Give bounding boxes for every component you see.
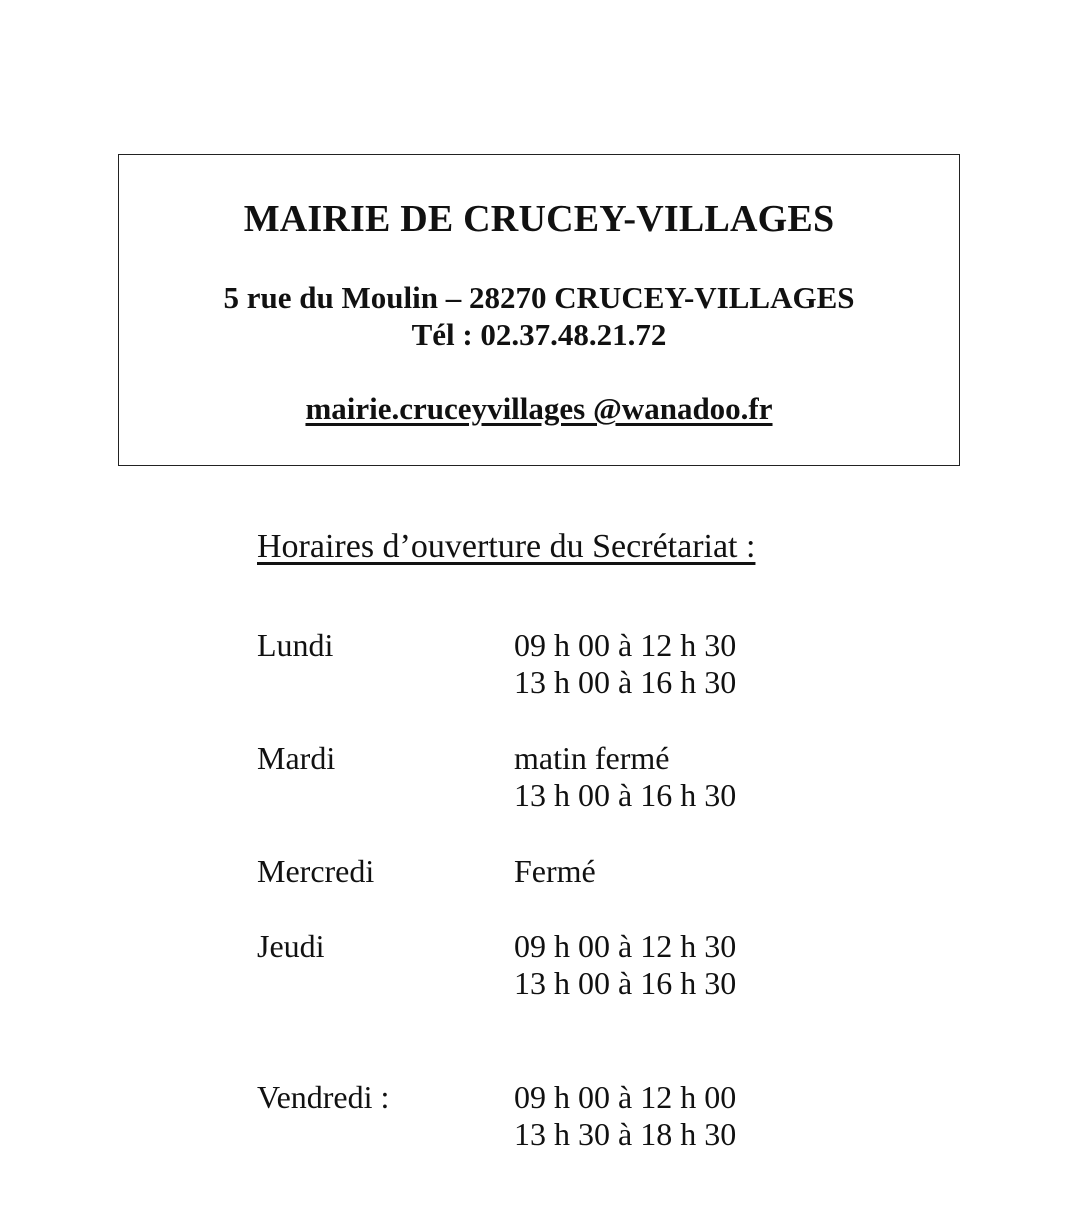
time-slots: [514, 627, 736, 701]
day-label: Mercredi: [257, 853, 375, 889]
time-slot: Fermé: [514, 853, 596, 889]
day-label: Mardi: [257, 740, 336, 776]
time-slot: 13 h 00 à 16 h 30: [514, 965, 737, 1001]
email-link[interactable]: mairie.cruceyvillages @wanadoo.fr: [305, 391, 773, 426]
day-label: Vendredi :: [257, 1079, 390, 1115]
time-slot: matin fermé: [514, 740, 670, 776]
time-slot: 09 h 00 à 12 h 30: [514, 928, 737, 964]
day-label: Lundi: [257, 627, 334, 663]
time-slots: [514, 740, 736, 814]
day-label: Jeudi: [257, 928, 325, 964]
time-slot: 13 h 00 à 16 h 30: [514, 664, 737, 700]
time-slots: [514, 928, 736, 1002]
time-slot: 09 h 00 à 12 h 30: [514, 627, 737, 663]
time-slot: 13 h 00 à 16 h 30: [514, 777, 737, 813]
phone-line: Tél : 02.37.48.21.72: [411, 317, 667, 352]
address-block: [119, 279, 959, 353]
time-slot: 13 h 30 à 18 h 30: [514, 1116, 737, 1152]
time-slot: 09 h 00 à 12 h 00: [514, 1079, 737, 1115]
address-line: 5 rue du Moulin – 28270 CRUCEY-VILLAGES: [223, 280, 855, 315]
mairie-header-box: [118, 154, 960, 466]
time-slots: [514, 853, 596, 890]
email-block: [119, 391, 959, 427]
hours-heading: Horaires d’ouverture du Secrétariat :: [257, 528, 756, 565]
mairie-title: MAIRIE DE CRUCEY-VILLAGES: [243, 198, 835, 240]
time-slots: [514, 1079, 736, 1153]
